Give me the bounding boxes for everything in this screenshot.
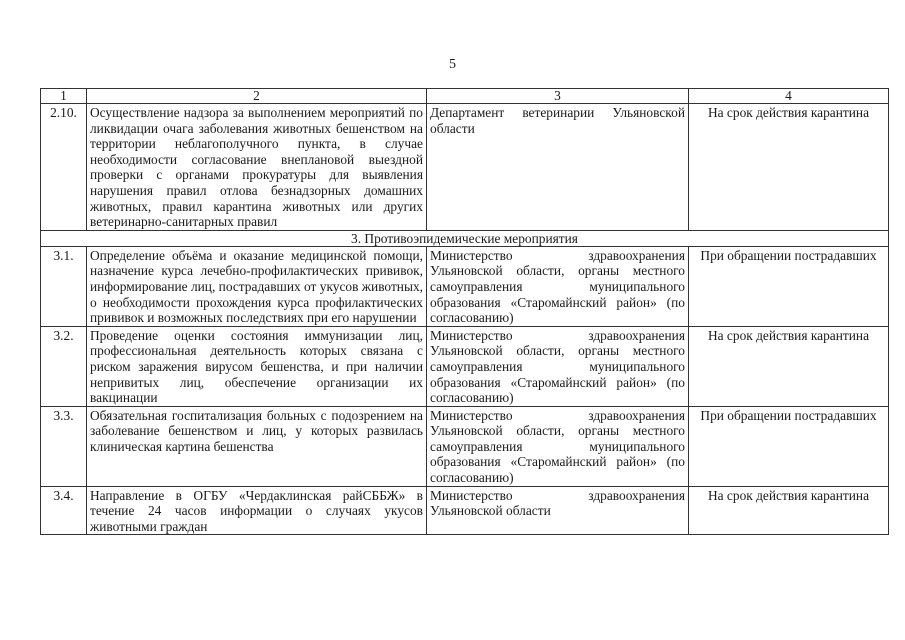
table-row (41, 104, 889, 231)
row-term: На срок действия карантина (689, 104, 889, 231)
row-number: 3.2. (41, 326, 87, 406)
row-term: На срок действия карантина (689, 326, 889, 406)
section-row (41, 230, 889, 246)
table-row (41, 486, 889, 535)
row-action: Направление в ОГБУ «Чердаклинская райСББЖ» в течение 24 часов информации о случаях укусов животными граждан (87, 486, 427, 535)
header-cell-3: 3 (427, 89, 689, 104)
row-number: 2.10. (41, 104, 87, 231)
row-action: Проведение оценки состояния иммунизации лиц, профессиональная деятельность которых связана с риском заражения вирусом бешенства, и при наличии непривитых лиц, обеспечение организации их вакцинации (87, 326, 427, 406)
header-cell-1: 1 (41, 89, 87, 104)
row-term: При обращении пострадавших (689, 246, 889, 326)
row-action: Осуществление надзора за выполнением мероприятий по ликвидации очага заболевания животных бешенством на территории неблагополучного пункта, в случае необходимости согласование внеплановой выездной проверки с органами прокуратуры для выявления нарушения правил отлова безнадзорных домашних животных, правил карантина животных или других ветеринарно-санитарных правил (87, 104, 427, 231)
table-body (41, 89, 889, 535)
section-title: 3. Противоэпидемические мероприятия (41, 230, 889, 246)
row-number: 3.3. (41, 406, 87, 486)
row-responsible: Министерство здравоохранения Ульяновской области, органы местного самоуправления муниципального образования «Старомайнский район» (по согласованию) (427, 246, 689, 326)
table-row (41, 406, 889, 486)
row-responsible: Министерство здравоохранения Ульяновской области, органы местного самоуправления муниципального образования «Старомайнский район» (по согласованию) (427, 326, 689, 406)
header-cell-4: 4 (689, 89, 889, 104)
row-number: 3.1. (41, 246, 87, 326)
row-responsible: Министерство здравоохранения Ульяновской области (427, 486, 689, 535)
row-number: 3.4. (41, 486, 87, 535)
row-responsible: Департамент ветеринарии Ульяновской области (427, 104, 689, 231)
measures-table (40, 88, 889, 535)
table-row (41, 246, 889, 326)
table-row (41, 326, 889, 406)
row-action: Обязательная госпитализация больных с подозрением на заболевание бешенством и лиц, у которых развилась клиническая картина бешенства (87, 406, 427, 486)
row-term: При обращении пострадавших (689, 406, 889, 486)
table-header-row (41, 89, 889, 104)
row-action: Определение объёма и оказание медицинской помощи, назначение курса лечебно-профилактических прививок, информирование лиц, пострадавших от укусов животных, о необходимости прохождения курса профилактических прививок и возможных последствиях при его нарушении (87, 246, 427, 326)
row-term: На срок действия карантина (689, 486, 889, 535)
page-number: 5 (449, 57, 456, 72)
row-responsible: Министерство здравоохранения Ульяновской области, органы местного самоуправления муниципального образования «Старомайнский район» (по согласованию) (427, 406, 689, 486)
header-cell-2: 2 (87, 89, 427, 104)
